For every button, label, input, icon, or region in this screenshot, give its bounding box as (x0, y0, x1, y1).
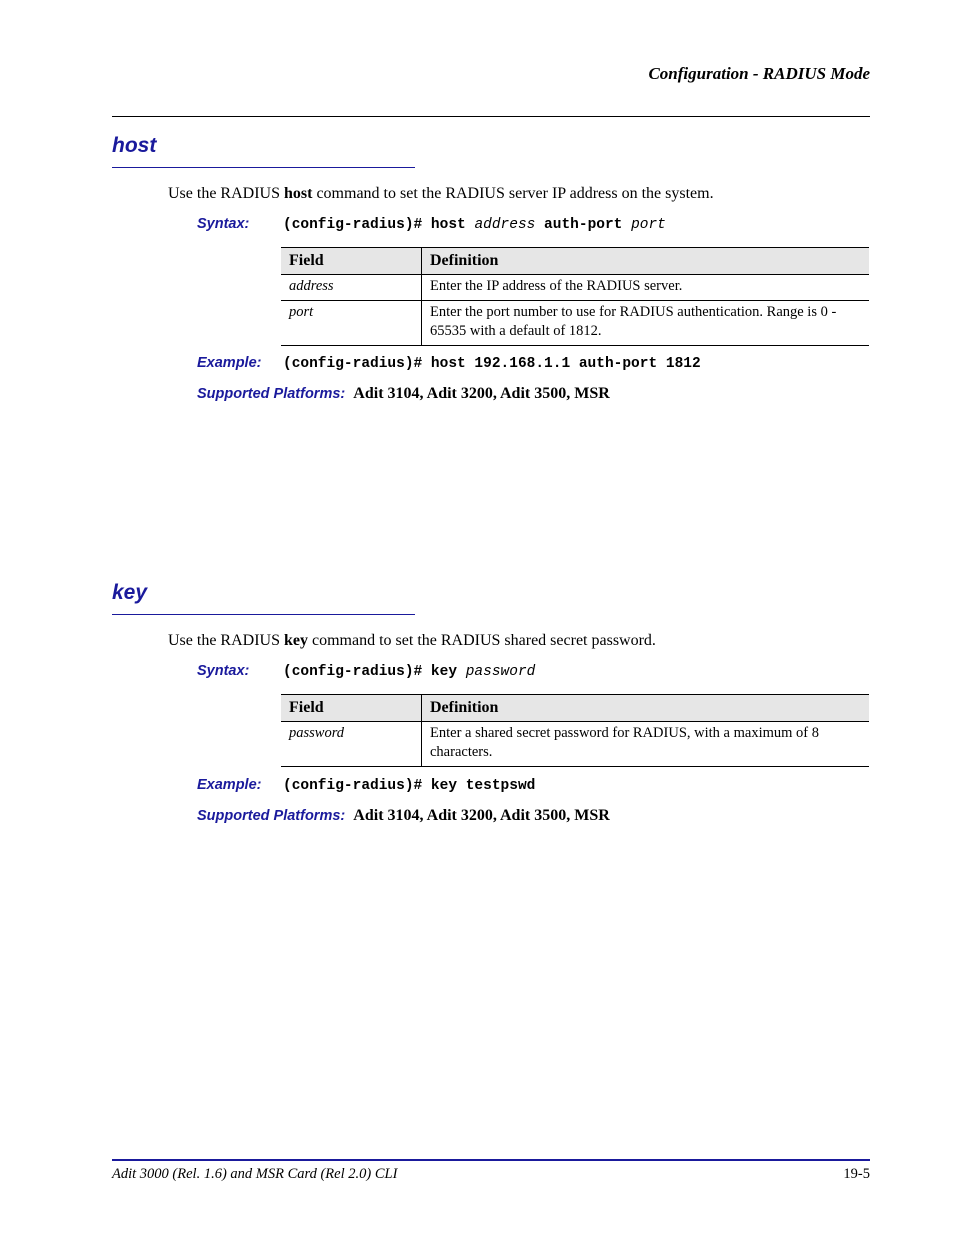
column-header-definition: Definition (422, 695, 870, 722)
table-row (281, 275, 869, 301)
command-name: host (284, 185, 313, 202)
column-header-field: Field (281, 248, 422, 275)
section-title-host: host (112, 134, 157, 157)
command-name: key (284, 632, 308, 649)
column-header-field: Field (281, 695, 422, 722)
footer-doc-title: Adit 3000 (Rel. 1.6) and MSR Card (Rel 2.0) CLI (112, 1166, 398, 1182)
field-name: port (281, 301, 422, 346)
platforms-list: Adit 3104, Adit 3200, Adit 3500, MSR (353, 807, 610, 824)
host-field-table (281, 247, 869, 346)
platforms-line: Supported Platforms: Adit 3104, Adit 3200, Adit 3500, MSR (197, 385, 610, 402)
key-intro: Use the RADIUS key command to set the RADIUS shared secret password. (168, 632, 656, 649)
section-title-rule (112, 614, 415, 615)
example-label: Example: (197, 355, 262, 371)
example-label: Example: (197, 777, 262, 793)
running-header: Configuration - RADIUS Mode (648, 64, 870, 83)
footer-rule (112, 1159, 870, 1161)
page-number: 19-5 (843, 1166, 870, 1182)
field-definition: Enter a shared secret password for RADIUS, with a maximum of 8 characters. (422, 722, 870, 767)
column-header-definition: Definition (422, 248, 870, 275)
field-name: password (281, 722, 422, 767)
table-row (281, 301, 869, 346)
host-example: (config-radius)# host 192.168.1.1 auth-port 1812 (283, 356, 701, 372)
key-field-table (281, 694, 869, 767)
table-row (281, 722, 869, 767)
field-name: address (281, 275, 422, 301)
platforms-list: Adit 3104, Adit 3200, Adit 3500, MSR (353, 385, 610, 402)
host-syntax: (config-radius)# host address auth-port port (283, 217, 666, 233)
field-definition: Enter the port number to use for RADIUS authentication. Range is 0 - 65535 with a default of 1812. (422, 301, 870, 346)
section-title-rule (112, 167, 415, 168)
key-example: (config-radius)# key testpswd (283, 778, 536, 794)
key-syntax: (config-radius)# key password (283, 664, 536, 680)
syntax-label: Syntax: (197, 663, 250, 679)
syntax-label: Syntax: (197, 216, 250, 232)
header-rule (112, 116, 870, 117)
platforms-line: Supported Platforms: Adit 3104, Adit 3200, Adit 3500, MSR (197, 807, 610, 824)
section-title-key: key (112, 581, 148, 604)
field-definition: Enter the IP address of the RADIUS server. (422, 275, 870, 301)
host-intro: Use the RADIUS host command to set the RADIUS server IP address on the system. (168, 185, 714, 202)
